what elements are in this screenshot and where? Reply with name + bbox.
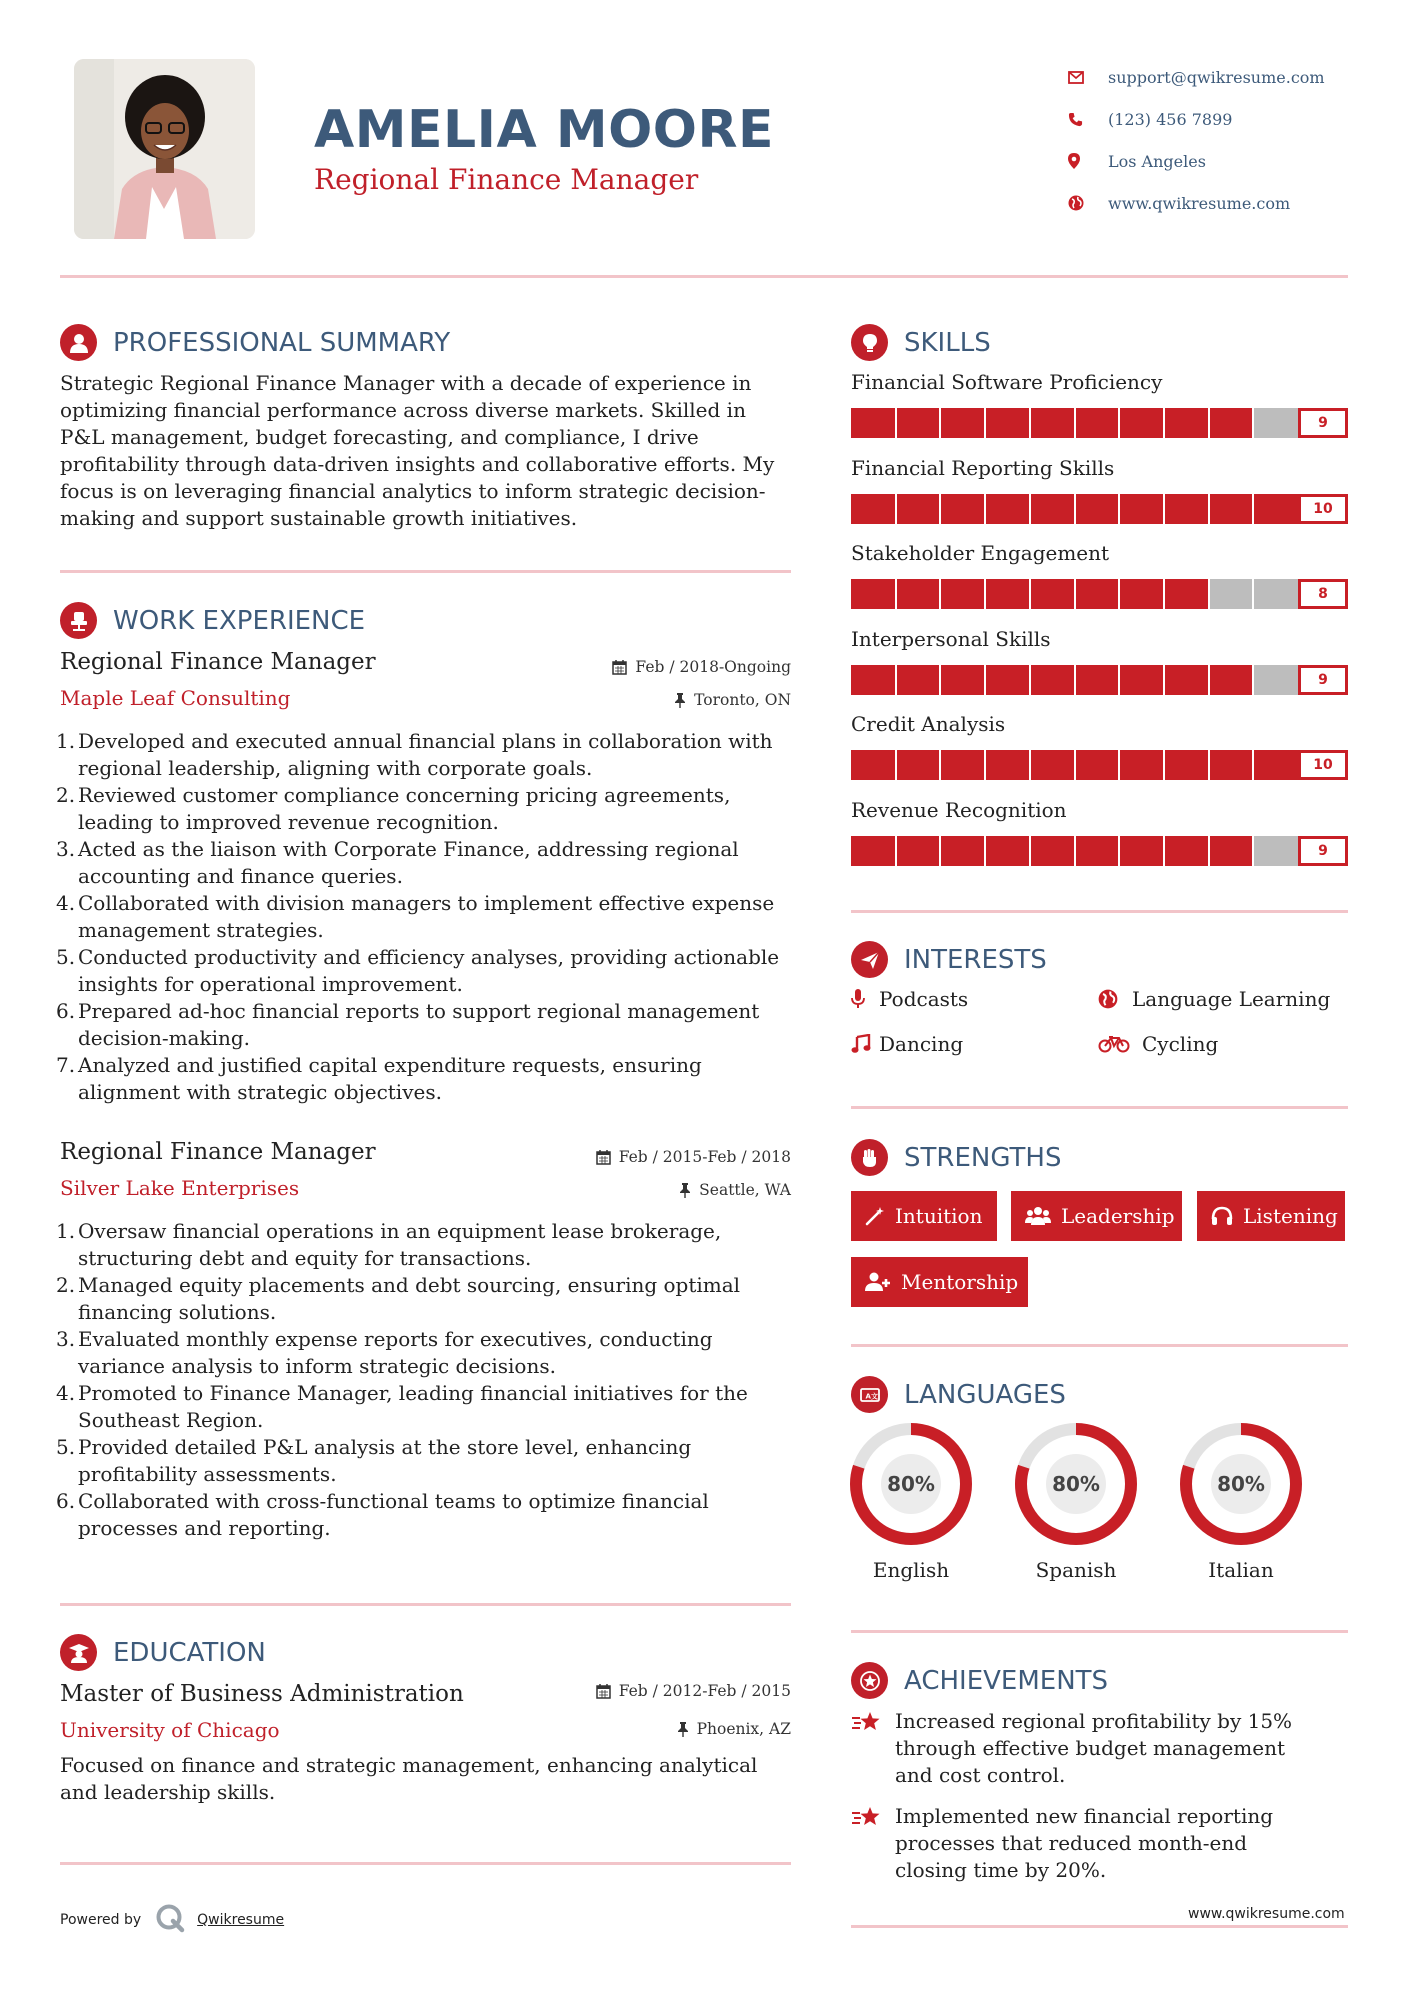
skill-bar-segment [1163,665,1165,695]
education-heading-text: EDUCATION [113,1637,266,1668]
job-2-location [679,1181,791,1199]
education-divider [60,1862,791,1865]
skill-bar-segment [1163,750,1165,780]
education-degree: Master of Business Administration [60,1681,464,1707]
skill-bar-segment [939,579,941,609]
summary-heading-text: PROFESSIONAL SUMMARY [113,327,451,358]
job-1-company: Maple Leaf Consulting [60,686,291,710]
contact-location-text: Los Angeles [1108,151,1206,171]
language-donut [849,1422,973,1546]
globe-icon [1068,195,1108,211]
skill-bar-segment [1252,750,1254,780]
candidate-title: Regional Finance Manager [314,163,699,196]
svg-text:A: A [865,1392,871,1400]
list-item: 5. Provided detailed P&L analysis at the store level, enhancing profitability assessments. [56,1435,692,1486]
list-item: 6. Prepared ad-hoc financial reports to support regional management decision-making. [56,999,760,1050]
interest-podcasts [851,987,968,1011]
strength-intuition [851,1191,997,1241]
microphone-icon [851,989,879,1009]
education-description: Focused on finance and strategic management, enhancing analytical and leadership skills. [60,1753,758,1804]
skill-bar-segment [1118,665,1120,695]
skill-bar-segment [895,408,897,438]
user-icon [60,324,97,361]
language-name: Italian [1208,1558,1274,1582]
skill-bar-segment [1163,579,1165,609]
skill-bar-segment [1118,494,1120,524]
strength-label: Listening [1243,1204,1338,1228]
skill-bar-segment [939,665,941,695]
users-icon [1025,1206,1051,1226]
list-item: 4. Promoted to Finance Manager, leading financial initiatives for the Southeast Region. [56,1381,748,1432]
calendar-icon [596,1684,611,1699]
skill-bar-segment [984,750,986,780]
skill-bar-segment [939,494,941,524]
skill-bar-segment [1029,579,1031,609]
achievement-text: Implemented new financial reporting processes that reduced month-end closing time by 20%. [895,1804,1274,1882]
skill-bar-segment [1074,750,1076,780]
contact-website-text: www.qwikresume.com [1108,193,1291,213]
skill-bar-segment [1118,836,1120,866]
skill-bar-segment [984,665,986,695]
strengths-heading-text: STRENGTHS [904,1142,1062,1173]
graduate-icon [60,1634,97,1671]
skill-bar-segment [895,836,897,866]
experience-heading [60,602,365,639]
skill-bar-fill [851,836,1253,866]
music-note-icon [851,1034,879,1054]
user-plus-icon [865,1272,891,1292]
translate-icon [851,1376,888,1413]
skill-label: Financial Reporting Skills [851,455,1115,480]
shooting-star-icon [851,1803,895,1884]
list-item: 1. Developed and executed annual financial plans in collaboration with regional leadership, aligning with corporate goals. [56,729,773,780]
list-item: 3. Evaluated monthly expense reports for executives, conducting variance analysis to inform strategic decisions. [56,1327,713,1378]
language-percent: 80% [1217,1472,1265,1496]
strength-mentorship [851,1257,1028,1307]
skills-heading-text: SKILLS [904,327,991,358]
interest-cycling [1098,1032,1218,1056]
skill-label: Financial Software Proficiency [851,370,1163,394]
skill-bar-segment [1029,494,1031,524]
skills-divider [851,910,1348,913]
skill-bar-segment [984,408,986,438]
skill-level-value: 8 [1298,579,1348,609]
skill-label: Interpersonal Skills [851,626,1051,651]
languages-heading-text: LANGUAGES [904,1379,1066,1410]
list-item: 6. Collaborated with cross-functional teams to optimize financial processes and reporting. [56,1489,709,1540]
achievement-item [851,1708,1321,1789]
calendar-icon [596,1150,611,1165]
experience-heading-text: WORK EXPERIENCE [113,605,366,636]
skill-bar-segment [895,665,897,695]
interest-language-learning [1098,987,1330,1011]
skill-bar-segment [1208,579,1210,609]
interest-label: Podcasts [879,987,969,1011]
contact-email-text: support@qwikresume.com [1108,67,1325,87]
magic-wand-icon [865,1206,885,1226]
fist-icon [851,1139,888,1176]
interest-dancing [851,1032,963,1056]
job-2-company: Silver Lake Enterprises [60,1176,300,1200]
job-1-bullets [56,728,791,1106]
skill-bar [851,494,1348,524]
qwikresume-logo-icon [155,1903,185,1937]
skill-bar [851,836,1348,866]
education-heading [60,1634,266,1671]
skill-bar-segment [984,579,986,609]
skill-bar-segment [895,750,897,780]
skill-bar-segment [1074,579,1076,609]
interest-label: Cycling [1142,1032,1219,1056]
list-item: 3. Acted as the liaison with Corporate Finance, addressing regional accounting and finance queries. [56,837,739,888]
language-percent: 80% [887,1472,935,1496]
skill-bar-segment [984,836,986,866]
language-item [849,1422,973,1582]
skill-bar-segment [1252,494,1254,524]
skill-bar [851,750,1348,780]
achievement-text: Increased regional profitability by 15% through effective budget management and cost control. [895,1709,1293,1787]
strength-label: Intuition [895,1204,983,1228]
contact-email[interactable] [1068,56,1398,98]
skill-bar-segment [1118,750,1120,780]
powered-by-text: Powered by [60,1912,142,1928]
education-dates [596,1682,791,1700]
pushpin-icon [674,693,686,708]
skill-bar-segment [1208,408,1210,438]
list-item: 5. Conducted productivity and efficiency analyses, providing actionable insights for operational improvement. [56,945,780,996]
skill-level-value: 9 [1298,836,1348,866]
summary-text: Strategic Regional Finance Manager with a decade of experience in optimizing financial performance across diverse markets. Skilled in P&L management, budget forecasting, and compliance, I drive profitability through data-driven insights and collaborative efforts. My focus is on leveraging financial analytics to inform strategic decision-making and support sustainable growth initiatives. [60,371,775,530]
list-item: 2. Reviewed customer compliance concerning pricing agreements, leading to improved revenue recognition. [56,783,731,834]
skills-heading [851,324,991,361]
star-badge-icon [851,1662,888,1699]
skill-level-value: 10 [1298,750,1348,780]
contact-phone[interactable] [1068,98,1398,140]
list-item: 1. Oversaw financial operations in an equipment lease brokerage, structuring debt and equity for transactions. [56,1219,722,1270]
skill-bar-segment [1208,750,1210,780]
strengths-heading [851,1139,1062,1176]
skill-bar-segment [939,750,941,780]
globe-icon [1098,989,1132,1009]
job-2-location-text: Seattle, WA [699,1181,791,1199]
education-dates-text: Feb / 2012-Feb / 2015 [618,1682,791,1700]
language-donut [1179,1422,1303,1546]
language-item [1179,1422,1303,1582]
pushpin-icon [677,1722,689,1737]
skill-bar-segment [939,408,941,438]
language-donut [1014,1422,1138,1546]
phone-icon [1068,112,1108,127]
list-item: 2. Managed equity placements and debt sourcing, ensuring optimal financing solutions. [56,1273,741,1324]
list-item: 4. Collaborated with division managers to implement effective expense management strategies. [56,891,775,942]
summary-divider [60,570,791,573]
briefcase-chair-icon [60,602,97,639]
interests-heading-text: INTERESTS [904,944,1047,975]
skill-bar-segment [1118,579,1120,609]
interests-divider [851,1106,1348,1109]
qwikresume-link[interactable]: Qwikresume [197,1912,285,1928]
education-location [677,1720,791,1738]
achievement-item [851,1803,1321,1884]
svg-text:文: 文 [870,1392,878,1400]
powered-by [60,1903,284,1937]
envelope-icon [1068,71,1108,84]
skill-bar [851,579,1348,609]
skill-bar-segment [1074,494,1076,524]
calendar-icon [612,660,627,675]
education-school: University of Chicago [60,1718,280,1742]
job-1-location-text: Toronto, ON [694,691,791,709]
skill-bar-segment [1252,836,1254,866]
footer-divider [851,1925,1348,1928]
contact-block [1068,56,1398,224]
skill-bar-segment [984,494,986,524]
contact-phone-text: (123) 456 7899 [1108,109,1233,129]
contact-location [1068,140,1398,182]
language-name: English [872,1558,950,1582]
shooting-star-icon [851,1708,895,1789]
job-1-location [674,691,791,709]
skill-bar-segment [1208,665,1210,695]
skill-bar-segment [939,836,941,866]
skill-bar-segment [1029,408,1031,438]
skill-bar [851,665,1348,695]
job-2-bullets [56,1218,791,1542]
skill-level-value: 9 [1298,665,1348,695]
contact-website[interactable] [1068,182,1398,224]
strength-label: Leadership [1061,1204,1175,1228]
skill-bar-segment [1252,408,1254,438]
experience-divider [60,1603,791,1606]
achievements-heading-text: ACHIEVEMENTS [904,1665,1109,1696]
skill-bar-segment [1029,665,1031,695]
skill-bar-fill [851,665,1253,695]
job-1-title: Regional Finance Manager [60,649,376,675]
header-divider [60,275,1348,278]
skill-bar-segment [1029,750,1031,780]
job-1-dates [612,658,791,676]
languages-heading [851,1376,1066,1413]
skill-bar-fill [851,408,1253,438]
list-item: 7. Analyzed and justified capital expenditure requests, ensuring alignment with strategic objectives. [56,1053,702,1104]
languages-divider [851,1630,1348,1633]
headphones-icon [1211,1206,1233,1226]
skill-bar [851,408,1348,438]
bicycle-icon [1098,1035,1142,1053]
language-percent: 80% [1052,1472,1100,1496]
paper-plane-icon [851,941,888,978]
skill-bar-segment [1208,494,1210,524]
achievements-heading [851,1662,1108,1699]
skill-label: Revenue Recognition [851,797,1067,822]
interest-label: Dancing [879,1032,964,1056]
strengths-divider [851,1344,1348,1347]
job-2-dates [596,1148,791,1166]
skill-bar-segment [895,579,897,609]
skill-bar-segment [1118,408,1120,438]
candidate-name: AMELIA MOORE [314,100,775,160]
skill-bar-segment [1252,579,1254,609]
map-pin-icon [1068,153,1108,169]
skill-level-value: 9 [1298,408,1348,438]
lightbulb-icon [851,324,888,361]
interests-heading [851,941,1047,978]
skill-bar-segment [895,494,897,524]
skill-bar-segment [1163,836,1165,866]
skill-bar-segment [1163,408,1165,438]
skill-bar-segment [1163,494,1165,524]
strength-leadership [1011,1191,1182,1241]
job-1-dates-text: Feb / 2018-Ongoing [635,658,791,676]
profile-photo [74,59,255,239]
job-2-dates-text: Feb / 2015-Feb / 2018 [618,1148,791,1166]
interest-label: Language Learning [1132,987,1331,1011]
skill-label: Stakeholder Engagement [851,541,1110,565]
skill-level-value: 10 [1298,494,1348,524]
education-location-text: Phoenix, AZ [696,1720,791,1738]
skill-bar-segment [1208,836,1210,866]
summary-heading [60,324,450,361]
strength-listening [1197,1191,1345,1241]
pushpin-icon [679,1183,691,1198]
skill-bar-segment [1074,665,1076,695]
language-item [1014,1422,1138,1582]
job-2-title: Regional Finance Manager [60,1139,376,1165]
skill-bar-segment [1029,836,1031,866]
strength-label: Mentorship [901,1270,1019,1294]
skill-label: Credit Analysis [851,712,1006,736]
skill-bar-segment [1074,836,1076,866]
skill-bar-segment [1252,665,1254,695]
skill-bar-segment [1074,408,1076,438]
footer-url[interactable]: www.qwikresume.com [1188,1906,1345,1922]
language-name: Spanish [1035,1558,1117,1582]
